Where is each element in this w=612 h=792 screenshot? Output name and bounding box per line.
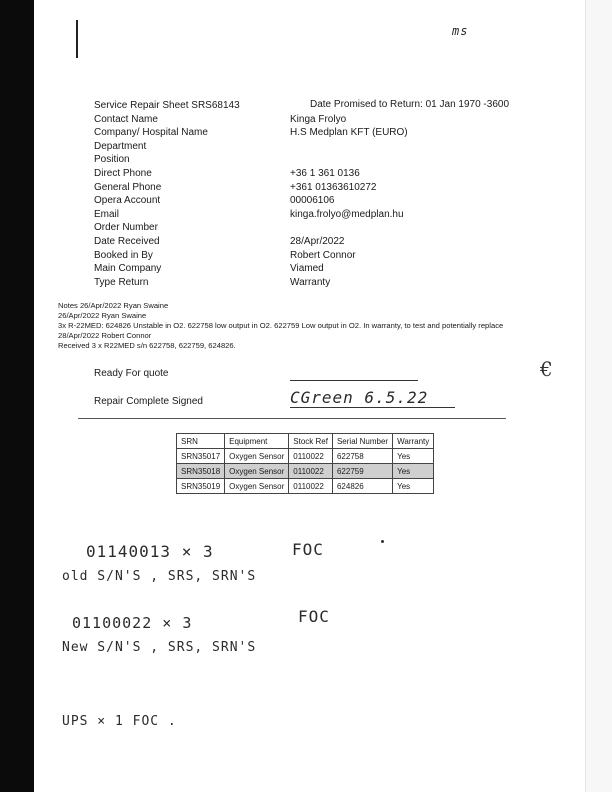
table-header-row <box>177 434 434 449</box>
table-cell: SRN35019 <box>177 479 225 494</box>
field-general-phone: General Phone +361 01363610272 <box>94 181 377 193</box>
table-row <box>177 464 434 479</box>
field-opera-account: Opera Account 00006106 <box>94 195 335 207</box>
table-cell: Oxygen Sensor <box>225 464 289 479</box>
scan-border-right <box>585 0 612 792</box>
sheet-fields <box>94 99 408 289</box>
quote-signature-line <box>290 380 418 381</box>
notes-block <box>58 301 588 351</box>
column-header: SRN <box>177 434 225 449</box>
field-type-return: Type Return Warranty <box>94 276 331 288</box>
note-line: 28/Apr/2022 Robert Connor <box>58 331 152 340</box>
handwritten-line-3: 01100022 × 3 <box>72 614 193 632</box>
field-direct-phone: Direct Phone +36 1 361 0136 <box>94 167 360 179</box>
field-order-number: Order Number <box>94 222 158 234</box>
note-line: 26/Apr/2022 Ryan Swaine <box>58 311 147 320</box>
table-row <box>177 449 434 464</box>
handwritten-foc-2: FOC <box>298 607 330 626</box>
handwritten-line-4: New S/N'S , SRS, SRN'S <box>62 640 257 655</box>
column-header: Equipment <box>225 434 289 449</box>
table-cell: 624826 <box>332 479 392 494</box>
table-cell: Yes <box>393 479 434 494</box>
handwritten-line-2: old S/N'S , SRS, SRN'S <box>62 569 257 584</box>
field-department: Department <box>94 140 147 152</box>
date-promised: Date Promised to Return: 01 Jan 1970 -3600 <box>310 99 510 110</box>
complete-signature-line <box>290 407 455 408</box>
table-cell: 622758 <box>332 449 392 464</box>
section-divider <box>78 418 506 419</box>
field-contact-name: Contact Name Kinga Frolyo <box>94 113 347 125</box>
field-company: Company/ Hospital Name H.S Medplan KFT (EURO) <box>94 127 408 139</box>
column-header: Serial Number <box>332 434 392 449</box>
note-line: Received 3 x R22MED s/n 622758, 622759, 624826. <box>58 341 236 350</box>
column-header: Warranty <box>393 434 434 449</box>
table-cell: Oxygen Sensor <box>225 479 289 494</box>
table-cell: SRN35017 <box>177 449 225 464</box>
table-cell: SRN35018 <box>177 464 225 479</box>
ready-for-quote-label: Ready For quote <box>94 368 169 379</box>
scan-border-left <box>0 0 34 792</box>
note-line: Notes 26/Apr/2022 Ryan Swaine <box>58 301 169 310</box>
table-row <box>177 479 434 494</box>
table-cell: Oxygen Sensor <box>225 449 289 464</box>
table-cell: Yes <box>393 449 434 464</box>
handwritten-line-1: 01140013 × 3 <box>86 542 214 561</box>
repair-complete-label: Repair Complete Signed <box>94 396 203 407</box>
table-cell: 0110022 <box>289 449 333 464</box>
table-cell: 0110022 <box>289 464 333 479</box>
field-date-received: Date Received 28/Apr/2022 <box>94 235 345 247</box>
handwritten-foc-1: FOC <box>292 540 324 559</box>
euro-mark: € <box>540 357 553 381</box>
field-booked-in-by: Booked in By Robert Connor <box>94 249 356 261</box>
handwritten-signature: CGreen 6.5.22 <box>290 388 429 407</box>
ink-dot <box>381 540 384 543</box>
handwritten-initials: ms <box>452 24 469 38</box>
column-header: Stock Ref <box>289 434 333 449</box>
table-cell: 622759 <box>332 464 392 479</box>
margin-mark <box>76 20 78 58</box>
field-email: Email kinga.frolyo@medplan.hu <box>94 208 404 220</box>
note-line: 3x R-22MED: 624826 Unstable in O2. 622758 low output in O2. 622759 Low output in O2. In warranty, to test and potentially replace <box>58 321 504 330</box>
field-position: Position <box>94 154 130 166</box>
sheet-title: Service Repair Sheet SRS68143 <box>94 100 240 111</box>
srn-table <box>176 433 434 494</box>
field-main-company: Main Company Viamed <box>94 263 324 275</box>
table-cell: 0110022 <box>289 479 333 494</box>
handwritten-line-5: UPS × 1 FOC . <box>62 714 177 729</box>
table-cell: Yes <box>393 464 434 479</box>
